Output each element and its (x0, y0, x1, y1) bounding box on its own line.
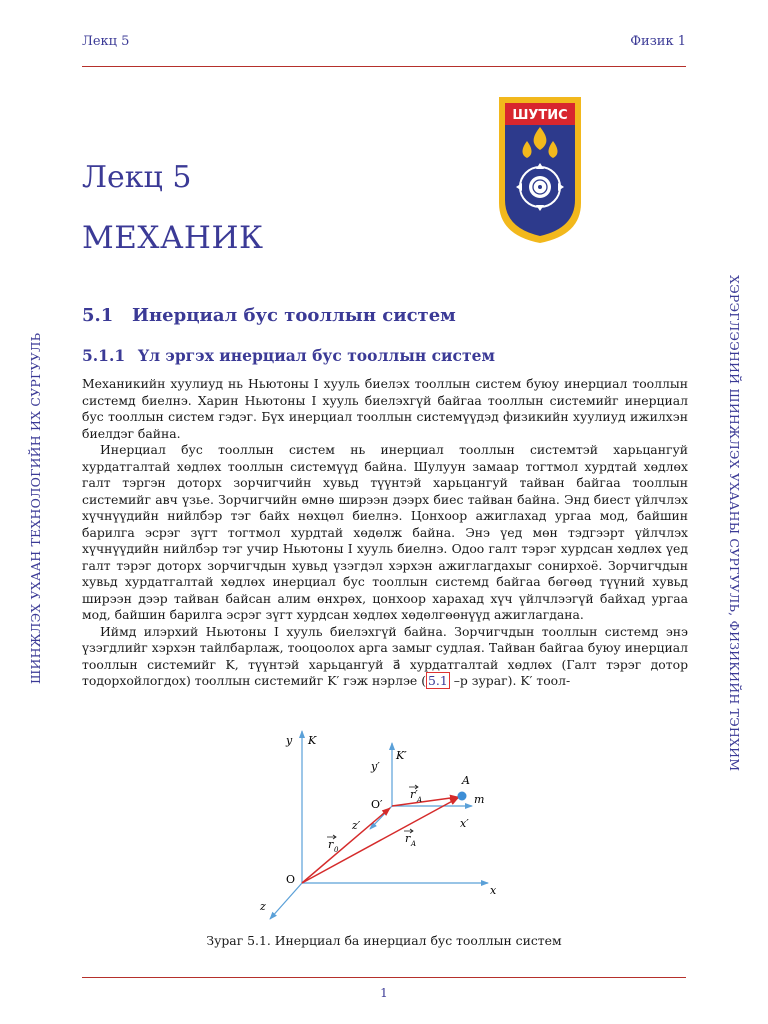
reference-frames-figure (250, 725, 520, 925)
section-heading (82, 305, 456, 326)
body-text (82, 376, 688, 690)
label-x: x (490, 884, 497, 897)
side-label-school: ХЭРЭГЛЭЭНИЙ ШИНЖЛЭХ УХААНЫ СУРГУУЛЬ, ФИЗИКИЙН ТЭНХИМ (727, 275, 742, 772)
label-rA (404, 829, 416, 848)
university-logo (497, 95, 583, 245)
vector-rA-prime (392, 797, 458, 806)
label-r0 (327, 835, 339, 854)
label-y: y (286, 734, 293, 747)
lecture-title: Лекц 5 (82, 160, 192, 195)
footer-rule (82, 977, 686, 978)
subsection-title: Үл эргэх инерциал бус тооллын систем (138, 346, 495, 365)
subsection-heading (82, 346, 495, 365)
label-m: m (474, 793, 485, 806)
svg-text:0: 0 (334, 846, 339, 854)
paragraph-3 (82, 624, 688, 690)
label-K: K (308, 734, 317, 747)
svg-text:r: r (328, 838, 334, 851)
svg-text:r′: r′ (410, 788, 418, 801)
svg-text:r: r (405, 832, 411, 845)
label-K-prime: K′ (396, 749, 407, 762)
paragraph-3-text-a: Иймд илэрхий Ньютоны I хууль биелэхгүй байна. Зорчигчдын тооллын системд энэ үзэгдлийг хэрхэн тайлбарлаж, тооцоолох арга замыг судлая. Тайван байгаа буюу инерциал тооллын системийг K, түүнтэй харьцангуй a⃗ хурдатгалтай хөдлөх (Галт тэрэг дотор тодорхойлогдох) тооллын системийг K′ гэж нэрлэе ( (82, 623, 688, 688)
label-O-prime: O′ (371, 798, 383, 811)
header-lecture: Лекц 5 (82, 34, 130, 49)
paragraph-1: Механикийн хуулиуд нь Ньютоны I хууль биелэх тооллын систем буюу инерциал тооллын системд биелнэ. Харин Ньютоны I хууль биелэхгүй байгаа тооллын системийг инерциал бус тооллын систем гэдэг. Бүх инерциал тооллын системүүдэд физикийн хуулиуд ижилхэн биелдэг байна. (82, 376, 688, 441)
vector-r0 (302, 808, 390, 883)
side-label-university: ШИНЖЛЭХ УХААН ТЕХНОЛОГИЙН ИХ СУРГУУЛЬ (28, 332, 43, 684)
paragraph-3-text-b: –р зураг). K′ тоол- (449, 673, 571, 688)
subsection-number: 5.1.1 (82, 346, 126, 365)
label-rA-prime (409, 785, 422, 804)
logo-text: ШУТИС (512, 108, 568, 123)
z-axis (270, 883, 302, 919)
lecture-subject: МЕХАНИК (82, 220, 264, 256)
figure-caption: Зураг 5.1. Инерциал ба инерциал бус тооллын систем (206, 933, 562, 948)
svg-text:A: A (417, 796, 423, 804)
label-O: O (286, 873, 296, 886)
header-rule (82, 66, 686, 67)
label-z: z (260, 900, 266, 913)
figure-reference-link[interactable]: 5.1 (428, 673, 448, 688)
paragraph-2: Инерциал бус тооллын систем нь инерциал тооллын системтэй харьцангуй хурдатгалтай хөдлөх тооллын системүүд байна. Шулуун замаар тогтмол хурдтай хөдлөх галт тэргэн доторх зорчигчийн хувьд түүнтэй харьцангуй тайван байгаа тооллын системийг авч үзье. Зорчигчийн өмнө ширээн дээрх биес тайван байна. Энд биест үйлчлэх хүчнүүдийн нийлбэр тэг байх нөхцөл биелнэ. Цонхоор ажиглахад ургаа мод, байшин барилга эсрэг зүгт тогтмол хурдтай хөдөлж байна. Энэ үед мөн тэдгээрт үйлчлэх хүчнүүдийн нийлбэр тэг учир Ньютоны I хууль биелнэ. Одоо галт тэрэг хурдсан хөдлөх үед галт тэрэг доторх зорчигчдын хувьд үзэгдэл хэрхэн ажиглагдахыг сонирхоё. Зорчигчдын хувьд хурдатгалтай хөдлөх инерциал бус тооллын системд байгаа бөгөөд түүний хувьд ширээн дээр тайван байсан алим өнхрөх, цонхоор харахад хүч үйлчлээгүй байхад ургаа мод, байшин барилга эсрэг зүгт хурдсан хөдлөх хөдөлгөөнүүд ажиглагдана. (82, 442, 688, 622)
mass-point (458, 792, 467, 801)
section-title: Инерциал бус тооллын систем (132, 305, 456, 326)
label-z-prime: z′ (352, 819, 361, 832)
label-y-prime: y′ (371, 760, 380, 773)
header-course: Физик 1 (630, 34, 686, 49)
page-number: 1 (380, 986, 388, 1000)
label-x-prime: x′ (460, 817, 469, 830)
svg-text:A: A (411, 840, 417, 848)
section-number: 5.1 (82, 305, 114, 326)
label-A: A (462, 774, 470, 787)
